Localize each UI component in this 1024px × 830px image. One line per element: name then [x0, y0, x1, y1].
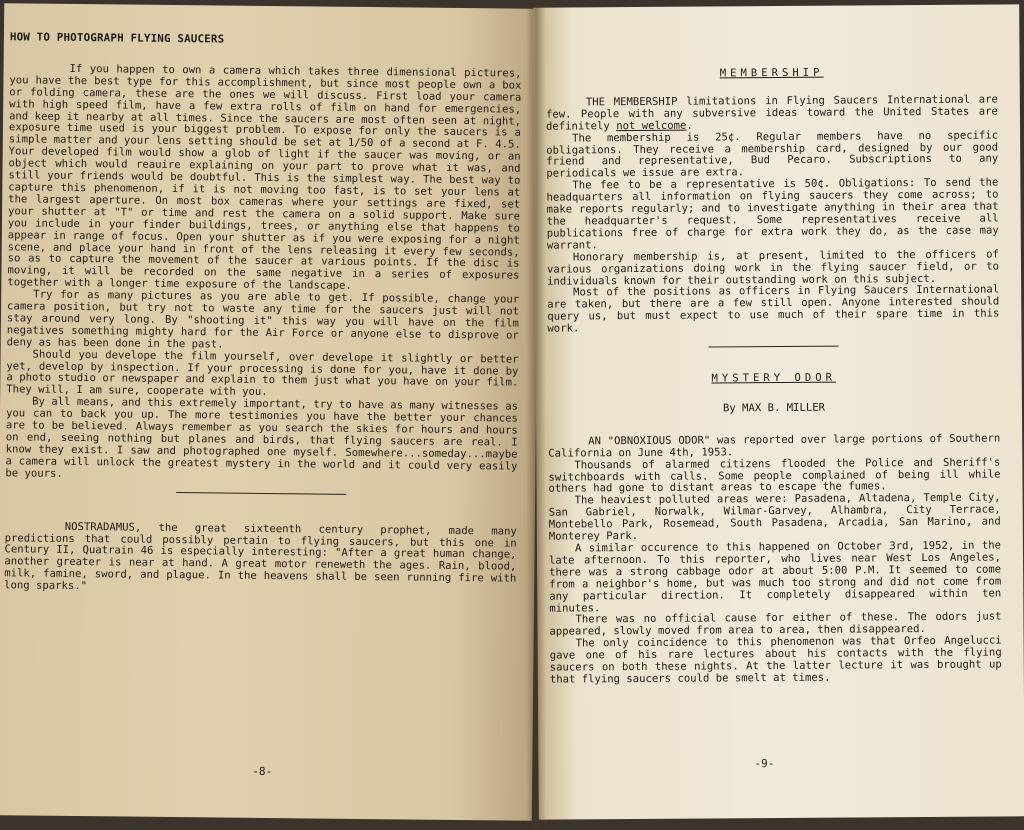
- membership-lead-text: THE MEMBERSHIP limitations in Flying Saucers International are few. People with any subversive ideas toward the United States are definitely: [545, 93, 998, 133]
- nostradamus-paragraph: NOSTRADAMUS, the great sixteenth century prophet, made many predictions that could possibly pertain to flying saucers, but this one in Century II, Quatrain 46 is especially interesting: "After a great human change, another greater is near at hand. A great motor reneweth the ages. Rain, blood, milk, famine, sword, and plague. In the heavens shall be seen running fire with long sparks.": [4, 520, 517, 593]
- membership-paragraph: Honorary membership is, at present, limited to the officers of various organizations doing work in the flying saucer field, or to individuals known for their outstanding work on this subject.: [546, 248, 1000, 288]
- binding-gutter: [526, 0, 546, 830]
- odor-paragraph: AN "OBNOXIOUS ODOR" was reported over large portions of Southern California on June 4th, 1953.: [548, 432, 1001, 460]
- membership-paragraph: Most of the positions as officers in Flying Saucers International are taken, but there are a few still open. Anyone interested should query us, but must expect to use much of their spare time in this work.: [547, 283, 1000, 335]
- photo-paragraph: If you happen to own a camera which takes three dimensional pictures, you have the best type for this accomplishment, but since most people own a box or folding camera, these are the ones we will discuss. First load your camera with high speed film, have a few extra rolls of film on hand for emergencies, and keep it nearby at all times. Since the saucers are most often seen at night, exposure time used is your biggest problem. To expose for only the saucers is a simple matter and your lens setting should be set at 1/50 of a second at F. 4.5. Your developed film would show a glob of light if the saucer was moving, or an object which would reauire explaining on your part to prove what it was, and still your friends would be doubtful. This is the simplest way. The best way to capture this phenomenon, if it is not moving too fast, is to set your lens at the largest aperture. On most box cameras where your settings are fixed, set your shutter at "T" or time and rest the camera on a solid support. Make sure you include in your finder buildings, trees, or anything else that happens to appear in range of focus. Open your shutter as if you were exposing for a night scene, and place your hand in front of the lens releasing it every few seconds, so as to capture the movement of the saucer at various points. If the disc is moving, it will be recorded on the same negative in a series of exposures together with a longer time exposure of the landscape.: [7, 62, 522, 293]
- not-welcome-text: not welcome: [616, 119, 687, 132]
- odor-paragraph: The only coincidence to this phenomenon was that Orfeo Angelucci gave one of his rare lectures about his contacts with the flying saucers on both these nights. At the latter lecture it was brought up that flying saucers could be smelt at times.: [549, 634, 1002, 686]
- membership-paragraph: [546, 94, 998, 133]
- membership-lead-end: .: [686, 119, 693, 132]
- left-page-body: [4, 31, 522, 597]
- page-number: -9-: [754, 757, 775, 771]
- section-divider: [176, 492, 346, 495]
- right-page-body: [546, 66, 1002, 686]
- membership-paragraph: The fee to be a representative is 50¢. Obligations: To send the headquarters all information on flying saucers they come across; to make reports regularly; and to investigate anything in their area that the headquarter's request. Some representatives receive all publications free of charge for extra work they do, as the case may warrant.: [546, 176, 999, 252]
- mystery-odor-heading: MYSTERY ODOR: [711, 371, 837, 385]
- membership-paragraph: The membership is 25¢. Regular members have no specific obligations. They receive a membership card, designed by our good friend and representative, Bud Pecaro. Subscriptions to any periodicals we issue are extra.: [546, 129, 999, 180]
- running-header: HOW TO PHOTOGRAPH FLYING SAUCERS: [9, 30, 225, 46]
- odor-paragraph: The heaviest polluted areas were: Pasadena, Altadena, Temple City, San Gabriel, Norwalk, Wilmar-Garvey, Alhambra, City Terrace, Montebello Park, Rosemead, South Pasadena, Arcadia, San Marino, and Monterey Park.: [548, 491, 1001, 543]
- left-page: [0, 3, 540, 821]
- photo-paragraph: Try for as many pictures as you are able to get. If possible, change your camera position, but try not to waste any time for the saucers just will not stay around very long. By "shooting it" this way you will have on the film negatives something mighty hard for the Air Force or anyone else to disprove or deny as has been done in the past.: [6, 288, 520, 351]
- odor-paragraph: Thousands of alarmed citizens flooded the Police and Sheriff's switchboards with calls. Some people complained of being ill while others had gone to distant areas to escape the fumes.: [548, 456, 1001, 496]
- photo-paragraph: Should you develope the film yourself, over develope it slightly or better yet, develop by inspection. If your processing is done for you, have it done by a photo studio or newspaper and explain to them just what you have on your film. They will, I am sure, cooperate with you.: [6, 348, 519, 399]
- photo-paragraph: By all means, and this extremely important, try to have as many witnesses as you can to back you up. The more testimonies you have the better your chances are to be believed. Always remember as you search the skies for hours and hours on end, seeing nothing but planes and birds, that flying saucers are real. I know they exist. I saw and photographed one myself. Somewhere...someday...maybe a camera will unlock the greatest mystery in the world and it could very easily be yours.: [5, 395, 519, 480]
- membership-heading: MEMBERSHIP: [719, 66, 824, 80]
- page-number: -8-: [252, 764, 273, 779]
- odor-paragraph: A similar occurence to this happened on October 3rd, 1952, in the late afternoon. To this reporter, who lives near West Los Angeles, there was a strong cabbage odor at about 5:00 P.M. It seemed to come from a neighbor's home, but was much too strong and did not come from any particular direction. It completely disappeared within ten minutes.: [548, 539, 1002, 615]
- section-divider: [709, 346, 839, 348]
- odor-paragraph: There was no official cause for either of these. The odors just appeared, slowly moved from area to area, then disappeared.: [549, 610, 1002, 638]
- right-page: [533, 4, 1024, 819]
- byline: By MAX B. MILLER: [722, 401, 826, 415]
